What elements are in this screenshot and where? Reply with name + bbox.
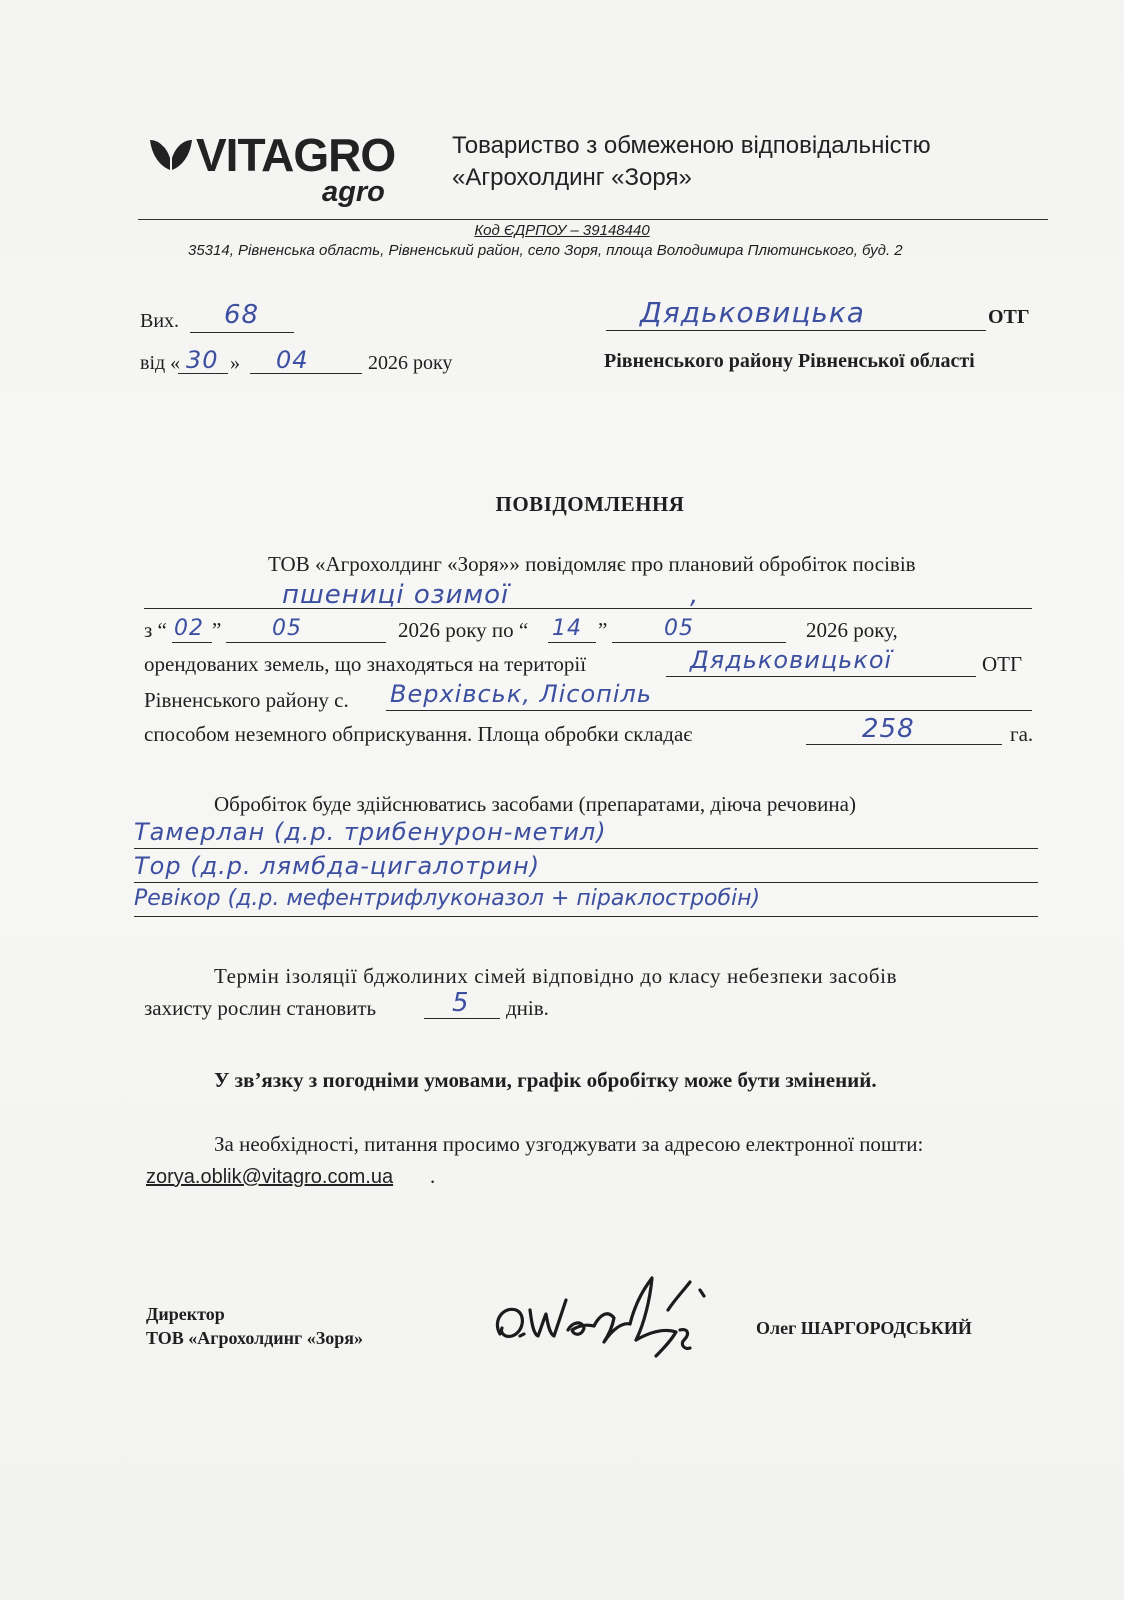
to-day-line — [548, 642, 596, 643]
vitagro-leaf-logo-icon — [148, 136, 194, 174]
area-line — [806, 744, 1002, 745]
crop-comma: , — [690, 580, 700, 610]
isolation-days-line — [424, 1018, 500, 1019]
product-2: Тор (д.р. лямбда-цигалотрин) — [134, 852, 541, 880]
p3-line-2-pre: захисту рослин становить — [144, 996, 377, 1020]
outgoing-number: 68 — [224, 300, 260, 330]
territory-otg: ОТГ — [982, 652, 1023, 676]
product-line-1 — [134, 848, 1038, 849]
territory-line — [666, 676, 976, 677]
logo-brand: VITAGRO — [196, 129, 396, 181]
product-3: Ревікор (д.р. мефентрифлуконазол + піраклостробін) — [134, 886, 761, 911]
year-to-text: 2026 року по “ — [398, 618, 529, 642]
product-line-3 — [134, 916, 1038, 917]
isolation-days: 5 — [452, 988, 470, 1018]
p5-contact: За необхідності, питання просимо узгоджувати за адресою електронної пошти: — [214, 1132, 924, 1156]
p4-weather-note: У зв’язку з погодніми умовами, графік обробітку може бути змінений. — [214, 1068, 877, 1092]
product-line-2 — [134, 882, 1038, 883]
outgoing-number-line — [190, 332, 294, 333]
recipient-otg: ОТГ — [988, 306, 1030, 328]
village-name: Верхівськ, Лісопіль — [390, 680, 653, 708]
handwritten-signature — [490, 1270, 720, 1380]
p2-intro: Обробіток буде здійснюватись засобами (препаратами, діюча речовина) — [214, 792, 856, 816]
email-dot: . — [430, 1164, 436, 1188]
from-month: 05 — [272, 616, 302, 641]
date-year: 2026 року — [368, 352, 453, 374]
recipient-region: Рівненського району Рівненської області — [604, 350, 975, 372]
crop-name: пшениці озимої — [282, 580, 510, 610]
year-end-text: 2026 року, — [806, 618, 898, 642]
signer-position-line-2: ТОВ «Агрохолдинг «Зоря» — [146, 1328, 363, 1348]
date-month: 04 — [276, 346, 309, 374]
contact-email-link[interactable]: zorya.oblik@vitagro.com.ua — [146, 1166, 394, 1188]
recipient-name: Дядьковицька — [640, 296, 865, 329]
crop-line — [144, 608, 1032, 609]
to-month-line — [612, 642, 786, 643]
document-title: ПОВІДОМЛЕННЯ — [495, 492, 685, 516]
area-value: 258 — [862, 714, 915, 744]
date-day: 30 — [186, 346, 219, 374]
edrpou-code: Код ЄДРПОУ – 39148440 — [474, 222, 650, 239]
company-line-1: Товариство з обмеженою відповідальністю — [452, 132, 931, 159]
logo-sub: agro — [322, 176, 385, 208]
territory-name: Дядьковицької — [690, 646, 893, 674]
p3-line-2-post: днів. — [506, 996, 549, 1020]
area-unit: га. — [1010, 722, 1034, 746]
village-line — [386, 710, 1032, 711]
to-quote-close: ” — [598, 618, 608, 642]
from-quote-close: ” — [212, 618, 222, 642]
from-day: 02 — [174, 616, 204, 641]
date-label: від « — [140, 352, 181, 374]
header-divider — [138, 219, 1048, 220]
company-name — [452, 130, 931, 194]
outgoing-label: Вих. — [140, 310, 180, 332]
from-label: з “ — [144, 618, 167, 642]
from-month-line — [226, 642, 386, 643]
signer-position-line-1: Директор — [146, 1304, 225, 1324]
to-day: 14 — [552, 616, 582, 641]
area-text: способом неземного обприскування. Площа обробки складає — [144, 722, 693, 746]
company-address: 35314, Рівненська область, Рівненський район, село Зоря, площа Володимира Плютинського, буд. 2 — [188, 242, 903, 259]
territory-text: орендованих земель, що знаходяться на території — [144, 652, 587, 676]
company-line-2: «Агрохолдинг «Зоря» — [452, 164, 692, 191]
date-close-quote: » — [230, 352, 240, 374]
to-month: 05 — [664, 616, 694, 641]
from-day-line — [172, 642, 212, 643]
signer-name: Олег ШАРГОРОДСЬКИЙ — [756, 1318, 972, 1338]
recipient-line — [606, 330, 986, 331]
village-text: Рівненського району с. — [144, 688, 349, 712]
p1-intro: ТОВ «Агрохолдинг «Зоря»» повідомляє про плановий обробіток посівів — [268, 552, 916, 576]
product-1: Тамерлан (д.р. трибенурон-метил) — [134, 818, 607, 846]
p3-line-1: Термін ізоляції бджолиних сімей відповідно до класу небезпеки засобів — [214, 964, 898, 988]
